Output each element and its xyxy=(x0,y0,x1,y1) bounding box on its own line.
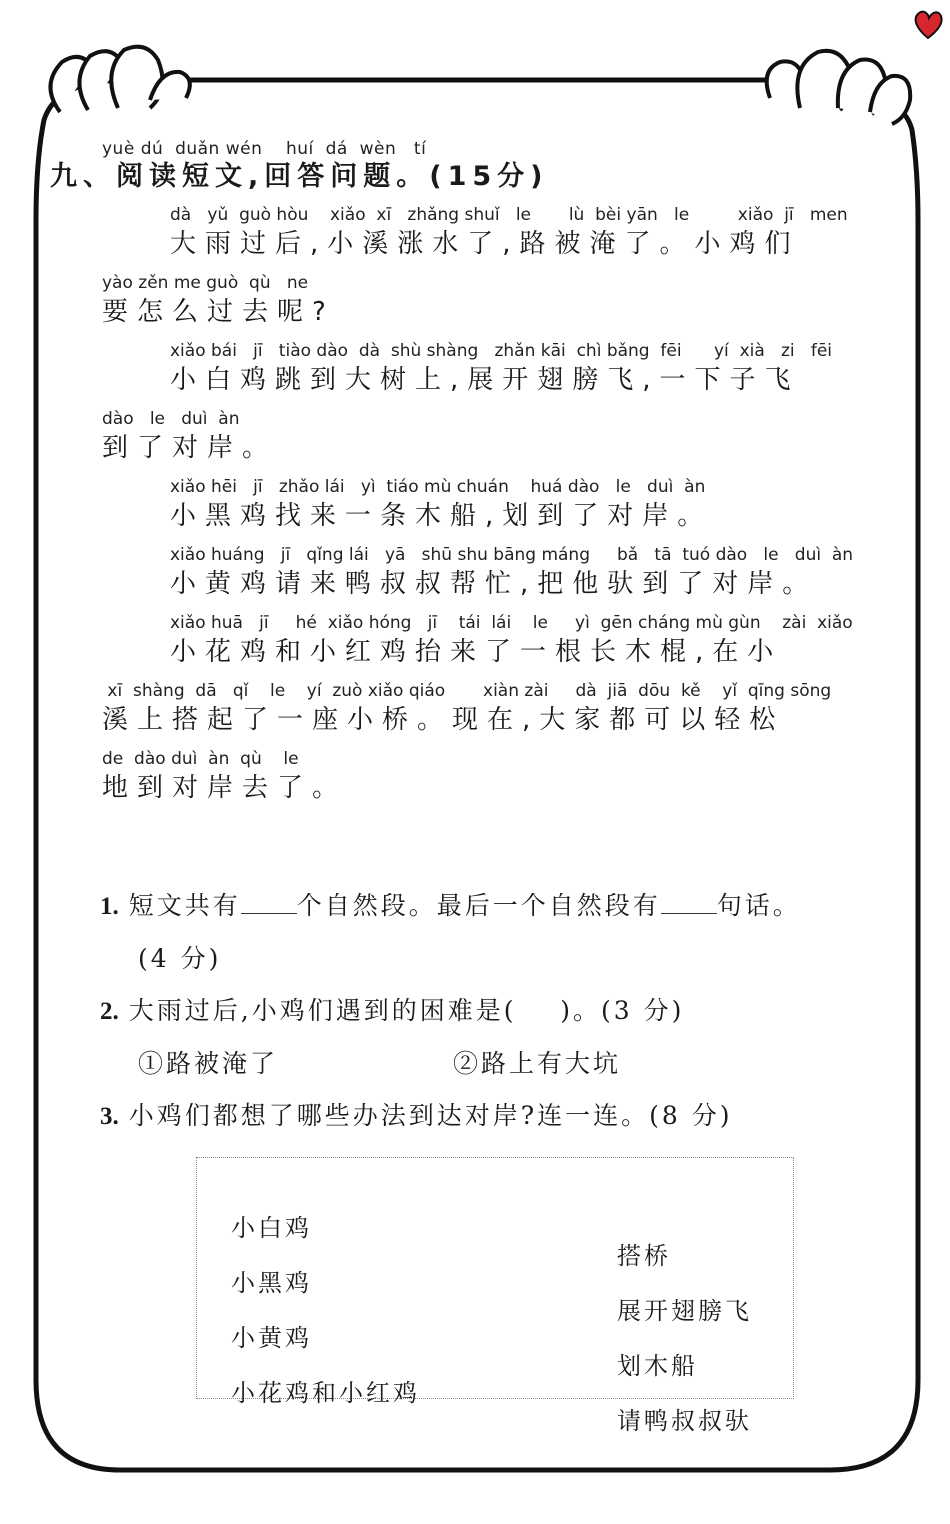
option-a[interactable]: ①路被淹了 xyxy=(138,1049,279,1078)
line-pinyin: xī shàng dā qǐ le yí zuò xiǎo qiáo xiàn zài dà jiā dōu kě yǐ qīng sōng xyxy=(102,681,832,701)
question-1-number: 1. xyxy=(100,893,119,920)
match-left-item[interactable]: 小黄鸡 xyxy=(231,1324,312,1352)
line-text: 小花鸡和小红鸡抬来了一根长木棍,在小 xyxy=(170,637,783,667)
match-right-item[interactable]: 搭桥 xyxy=(617,1242,671,1270)
line-pinyin: xiǎo huáng jī qǐng lái yā shū shu bāng máng bǎ tā tuó dào le duì àn xyxy=(170,545,854,565)
question-2-number: 2. xyxy=(100,998,119,1025)
match-right-item[interactable]: 展开翅膀飞 xyxy=(617,1297,752,1325)
question-1-text-c: 句话。 xyxy=(716,891,801,920)
line-pinyin: xiǎo huā jī hé xiǎo hóng jī tái lái le yì gēn cháng mù gùn zài xiǎo xyxy=(170,613,853,633)
line-text: 地到对岸去了。 xyxy=(102,773,348,803)
question-3-text: 小鸡们都想了哪些办法到达对岸?连一连。(8 分) xyxy=(128,1101,733,1130)
passage-lines xyxy=(50,204,870,810)
match-left-item[interactable]: 小花鸡和小红鸡 xyxy=(231,1379,420,1407)
match-row xyxy=(197,1345,793,1457)
match-left-item[interactable]: 小黑鸡 xyxy=(231,1269,312,1297)
question-3-number: 3. xyxy=(100,1103,119,1130)
line-pinyin: dà yǔ guò hòu xiǎo xī zhǎng shuǐ le lù bèi yān le xiǎo jī men xyxy=(170,205,848,225)
title-pinyin: yuè dú duǎn wén huí dá wèn tí xyxy=(102,139,427,159)
title-text: 九、阅读短文,回答问题。(15分) xyxy=(50,161,549,192)
heart-icon xyxy=(916,12,942,38)
match-right-item[interactable]: 请鸭叔叔驮 xyxy=(617,1407,752,1435)
passage-line xyxy=(50,340,870,402)
question-3 xyxy=(100,1090,880,1143)
match-right-item[interactable]: 划木船 xyxy=(617,1352,698,1380)
line-text: 小白鸡跳到大树上,展开翅膀飞,一下子飞 xyxy=(170,365,800,395)
blank-paragraph-count[interactable] xyxy=(241,889,297,914)
line-text: 到了对岸。 xyxy=(102,433,278,463)
passage-line xyxy=(50,544,870,606)
line-pinyin: yào zěn me guò qù ne xyxy=(102,273,309,293)
question-1-text-b: 个自然段。最后一个自然段有 xyxy=(296,891,661,920)
line-text: 大雨过后,小溪涨水了,路被淹了。小鸡们 xyxy=(170,229,800,259)
passage-line xyxy=(50,272,870,334)
question-1-score: (4 分) xyxy=(138,944,222,973)
reading-passage xyxy=(50,138,870,816)
line-text: 要怎么过去呢? xyxy=(102,297,335,327)
line-pinyin: dào le duì àn xyxy=(102,409,240,429)
passage-line xyxy=(50,748,870,810)
passage-line xyxy=(50,204,870,266)
question-2-options xyxy=(100,1038,880,1090)
section-title xyxy=(50,138,870,194)
line-pinyin: de dào duì àn qù le xyxy=(102,749,299,769)
question-2-text: 大雨过后,小鸡们遇到的困难是( )。(3 分) xyxy=(128,996,685,1025)
line-text: 小黑鸡找来一条木船,划到了对岸。 xyxy=(170,501,713,531)
line-pinyin: xiǎo bái jī tiào dào dà shù shàng zhǎn kāi chì bǎng fēi yí xià zi fēi xyxy=(170,341,833,361)
matching-box xyxy=(196,1157,794,1435)
questions xyxy=(100,880,880,1143)
passage-line xyxy=(50,612,870,674)
line-text: 小黄鸡请来鸭叔叔帮忙,把他驮到了对岸。 xyxy=(170,569,818,599)
question-1 xyxy=(100,880,880,933)
question-1-text-a: 短文共有 xyxy=(128,891,241,920)
option-b[interactable]: ②路上有大坑 xyxy=(453,1049,622,1078)
passage-line xyxy=(50,680,870,742)
passage-line xyxy=(50,408,870,470)
line-text: 溪上搭起了一座小桥。现在,大家都可以轻松 xyxy=(102,705,785,735)
line-pinyin: xiǎo hēi jī zhǎo lái yì tiáo mù chuán huá dào le duì àn xyxy=(170,477,706,497)
passage-line xyxy=(50,476,870,538)
blank-sentence-count[interactable] xyxy=(661,889,717,914)
match-left-item[interactable]: 小白鸡 xyxy=(231,1214,312,1242)
question-2 xyxy=(100,985,880,1038)
